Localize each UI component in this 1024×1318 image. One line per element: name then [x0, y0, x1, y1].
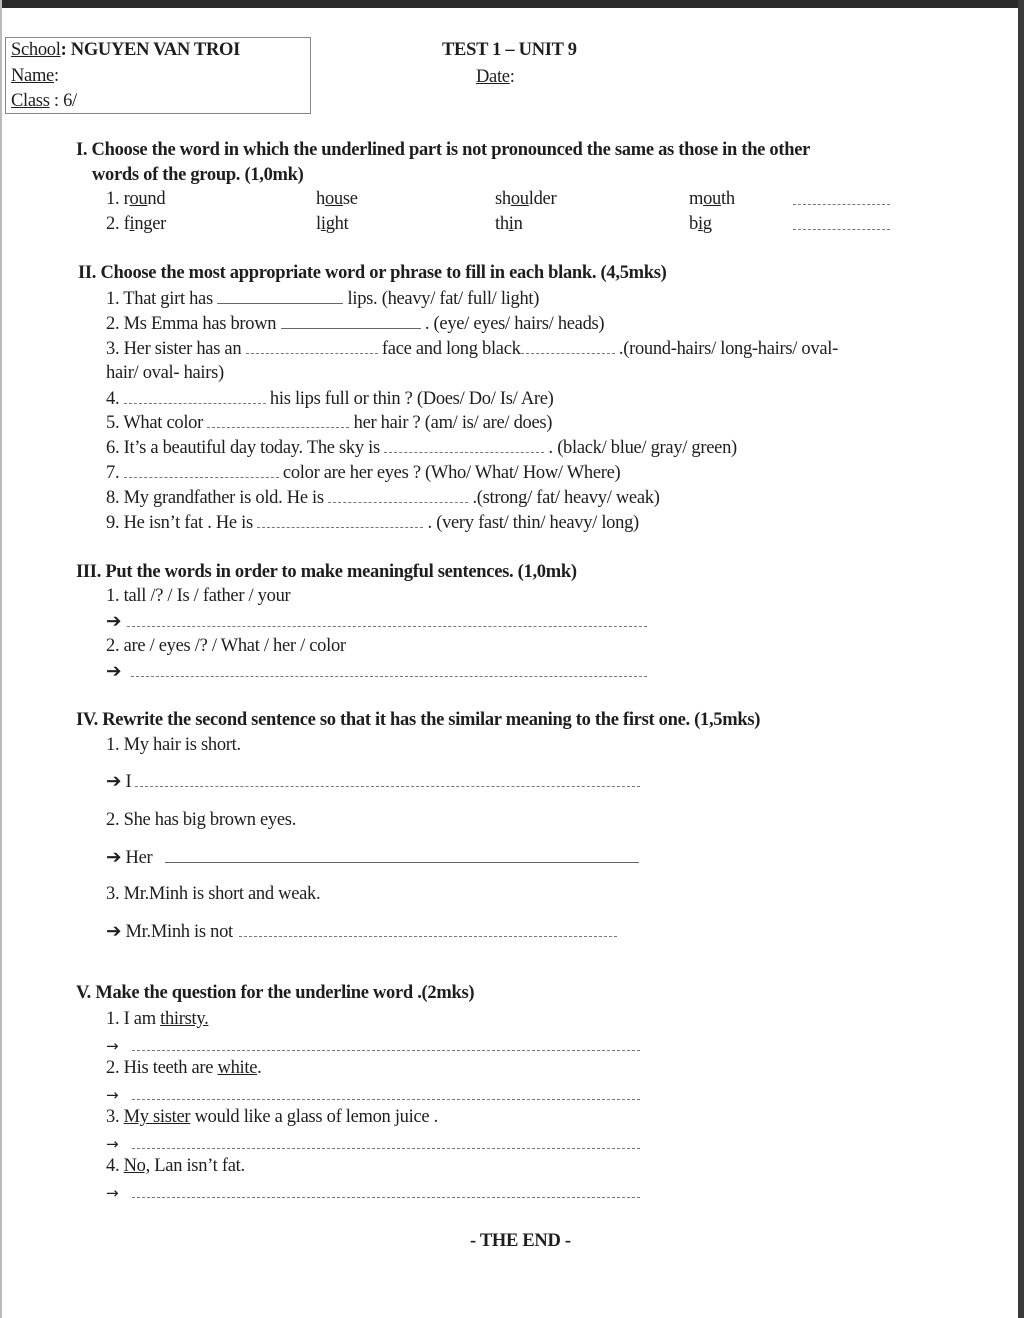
- item-text: color are her eyes ? (Who/ What/ How/ Where): [278, 463, 621, 483]
- item-text: lips. (heavy/ fat/ full/ light): [343, 289, 540, 309]
- s2-item-3-cont: hair/ oval- hairs): [106, 363, 224, 383]
- s4-question-2: 2. She has big brown eyes.: [106, 810, 297, 830]
- section4-heading: IV. Rewrite the second sentence so that it has the similar meaning to the first one. (1,5mks): [76, 710, 761, 730]
- answer-blank[interactable]: [257, 511, 423, 528]
- word-part: sh: [495, 189, 511, 209]
- word-part: 2.: [106, 214, 124, 234]
- s4-question-1: 1. My hair is short.: [106, 735, 241, 755]
- s5-question-1: [106, 1008, 208, 1030]
- s3-answer-2: [106, 660, 647, 683]
- underlined-part: i: [320, 214, 326, 234]
- item-text: . (very fast/ thin/ heavy/ long): [423, 513, 639, 533]
- section3-heading: III. Put the words in order to make meaningful sentences. (1,0mk): [76, 562, 577, 582]
- item-text: .: [257, 1058, 262, 1078]
- s4-question-3: 3. Mr.Minh is short and weak.: [106, 884, 321, 904]
- underlined-word: white: [217, 1058, 258, 1078]
- arrow-icon: →: [106, 1135, 119, 1153]
- item-text: 1. I am: [106, 1009, 161, 1029]
- answer-blank[interactable]: [127, 610, 647, 627]
- s5-answer-2: [106, 1083, 640, 1106]
- s4-answer-1: [106, 770, 640, 793]
- item-text: would like a glass of lemon juice .: [190, 1107, 438, 1127]
- date-label: Date: [476, 67, 510, 87]
- answer-blank[interactable]: [521, 337, 615, 354]
- item-text: .(round-hairs/ long-hairs/ oval-: [614, 339, 838, 359]
- underlined-word: thirsty.: [160, 1009, 209, 1029]
- photo-edge-left: [0, 0, 2, 1318]
- school-value: : NGUYEN VAN TROI: [60, 40, 241, 60]
- answer-blank[interactable]: [239, 920, 617, 937]
- answer-blank[interactable]: [124, 461, 279, 478]
- answer-blank[interactable]: [384, 436, 544, 453]
- word-option: [316, 188, 358, 210]
- answer-blank[interactable]: [793, 188, 890, 211]
- item-text: 7.: [106, 463, 124, 483]
- class-line: [11, 90, 77, 112]
- s5-answer-3: [106, 1132, 640, 1155]
- word-option: [689, 213, 712, 235]
- word-part: r: [123, 189, 130, 209]
- class-value: : 6/: [49, 91, 77, 111]
- word-part: 1.: [106, 189, 124, 209]
- s5-answer-1: [106, 1034, 640, 1057]
- s5-answer-4: [106, 1181, 640, 1204]
- word-part: th: [721, 189, 735, 209]
- word-part: se: [342, 189, 358, 209]
- s4-answer-3: [106, 920, 617, 943]
- answer-line[interactable]: [793, 188, 890, 205]
- item-text: 6. It’s a beautiful day today. The sky is: [106, 438, 385, 458]
- s2-item-7: [106, 461, 620, 484]
- s2-item-9: [106, 511, 639, 534]
- arrow-icon: ➔: [106, 612, 122, 632]
- answer-blank[interactable]: [246, 337, 378, 354]
- photo-edge-top: [0, 0, 1024, 8]
- word-option: [495, 188, 556, 210]
- answer-blank[interactable]: [124, 387, 266, 404]
- s3-answer-1: [106, 610, 647, 633]
- arrow-icon: →: [106, 1086, 119, 1104]
- answer-line[interactable]: [793, 213, 890, 230]
- class-label: Class: [11, 91, 50, 111]
- s2-item-8: [106, 486, 660, 509]
- answer-blank[interactable]: [135, 770, 640, 787]
- s2-item-6: [106, 436, 737, 459]
- item-text: 9. He isn’t fat . He is: [106, 513, 258, 533]
- answer-blank[interactable]: [207, 411, 349, 428]
- arrow-icon: →: [106, 1037, 119, 1055]
- item-text: 2. Ms Emma has brown: [106, 314, 281, 334]
- answer-prefix: ➔ Mr.Minh is not: [106, 922, 233, 942]
- word-part: lder: [528, 189, 557, 209]
- section1-heading-cont: words of the group. (1,0mk): [92, 165, 304, 185]
- answer-blank[interactable]: [132, 1132, 640, 1149]
- underlined-part: ou: [510, 189, 529, 209]
- arrow-icon: →: [106, 1184, 119, 1202]
- s5-question-4: [106, 1155, 245, 1177]
- item-text: .(strong/ fat/ heavy/ weak): [468, 488, 660, 508]
- underlined-part: i: [129, 214, 135, 234]
- answer-blank[interactable]: [131, 660, 647, 677]
- school-line: [11, 39, 240, 61]
- answer-blank[interactable]: [165, 846, 639, 863]
- underlined-part: ou: [703, 189, 721, 209]
- word-part: m: [689, 189, 704, 209]
- word-part: n: [513, 214, 523, 234]
- test-title: TEST 1 – UNIT 9: [442, 40, 577, 60]
- name-label: Name: [11, 66, 54, 86]
- word-part: ght: [325, 214, 349, 234]
- word-option: [316, 213, 348, 235]
- answer-prefix: ➔ Her: [106, 848, 157, 868]
- item-text: 3. Her sister has an: [106, 339, 246, 359]
- section1-heading: I. Choose the word in which the underlined part is not pronounced the same as those in the other: [76, 140, 811, 160]
- word-option: [495, 213, 523, 235]
- word-option: [106, 188, 165, 210]
- s3-question-2: 2. are / eyes /? / What / her / color: [106, 636, 346, 656]
- item-text: 4.: [106, 1156, 124, 1176]
- item-text: . (eye/ eyes/ hairs/ heads): [420, 314, 605, 334]
- section2-heading: II. Choose the most appropriate word or phrase to fill in each blank. (4,5mks): [78, 263, 667, 283]
- word-part: h: [316, 189, 325, 209]
- item-text: . (black/ blue/ gray/ green): [544, 438, 737, 458]
- answer-blank[interactable]: [217, 287, 343, 304]
- answer-blank[interactable]: [132, 1034, 640, 1051]
- answer-blank[interactable]: [281, 312, 421, 329]
- underlined-part: i: [697, 214, 703, 234]
- word-part: th: [495, 214, 509, 234]
- item-text: 2. His teeth are: [106, 1058, 218, 1078]
- underlined-part: ou: [324, 189, 343, 209]
- s2-item-3: [106, 337, 838, 360]
- s2-item-4: [106, 387, 554, 410]
- item-text: 1. That girt has: [106, 289, 218, 309]
- word-part: g: [702, 214, 712, 234]
- word-part: b: [689, 214, 698, 234]
- s5-question-3: [106, 1106, 438, 1128]
- the-end: - THE END -: [470, 1231, 571, 1251]
- date-line: [476, 66, 515, 88]
- item-text: face and long black: [377, 339, 521, 359]
- item-text: 5. What color: [106, 413, 208, 433]
- school-label: School: [11, 40, 61, 60]
- item-text: 8. My grandfather is old. He is: [106, 488, 329, 508]
- underlined-word: No,: [123, 1156, 150, 1176]
- section5-heading: V. Make the question for the underline word .(2mks): [76, 983, 475, 1003]
- answer-blank[interactable]: [132, 1181, 640, 1198]
- name-line: [11, 65, 59, 87]
- item-text: 4.: [106, 389, 124, 409]
- word-part: l: [316, 214, 321, 234]
- word-part: f: [123, 214, 130, 234]
- word-option: [106, 213, 166, 235]
- s2-item-5: [106, 411, 552, 434]
- item-text: 3.: [106, 1107, 124, 1127]
- arrow-icon: ➔: [106, 662, 122, 682]
- word-part: nd: [147, 189, 166, 209]
- s2-item-1: [106, 287, 539, 310]
- date-suffix: :: [509, 67, 515, 87]
- item-text: his lips full or thin ? (Does/ Do/ Is/ Are): [265, 389, 554, 409]
- name-suffix: :: [53, 66, 59, 86]
- item-text: her hair ? (am/ is/ are/ does): [349, 413, 553, 433]
- answer-blank[interactable]: [328, 486, 468, 503]
- word-part: nger: [134, 214, 166, 234]
- photo-edge-right: [1018, 0, 1024, 1318]
- word-option: [689, 188, 735, 210]
- s5-question-2: [106, 1057, 261, 1079]
- underlined-part: ou: [129, 189, 148, 209]
- answer-prefix: ➔ I: [106, 772, 132, 792]
- item-text: Lan isn’t fat.: [149, 1156, 245, 1176]
- answer-blank[interactable]: [793, 213, 890, 236]
- s2-item-2: [106, 312, 604, 335]
- s4-answer-2: [106, 846, 639, 869]
- answer-blank[interactable]: [132, 1083, 640, 1100]
- underlined-part: i: [508, 214, 514, 234]
- underlined-word: My sister: [123, 1107, 191, 1127]
- s3-question-1: 1. tall /? / Is / father / your: [106, 586, 291, 606]
